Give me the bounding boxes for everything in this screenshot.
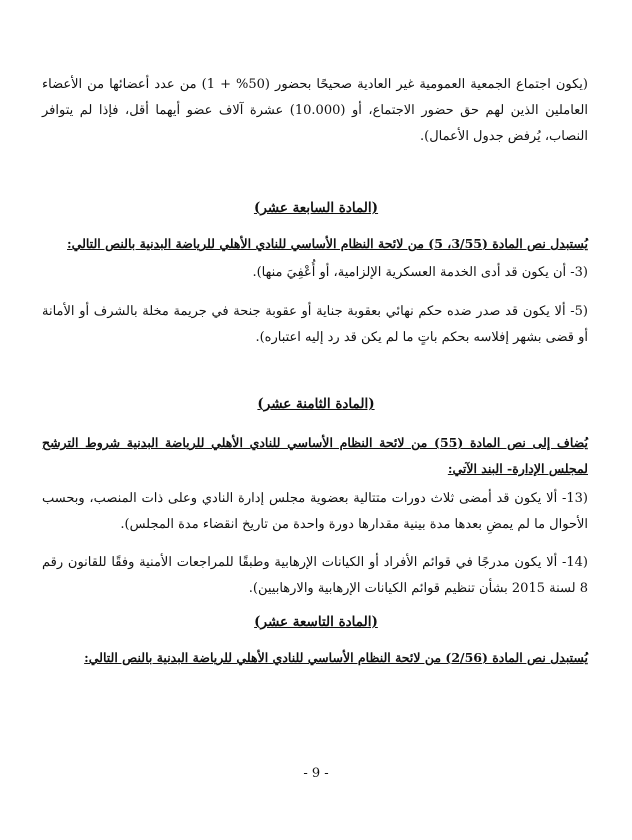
article-17-intro: يُستبدل نص المادة (3/55، 5) من لائحة النظام الأساسي للنادي الأهلي للرياضة البدنية بالنص التالي: xyxy=(67,236,588,251)
article-17-item-5: (5- ألا يكون قد صدر ضده حكم نهائي بعقوبة جناية أو عقوبة جنحة في جريمة مخلة بالشرف أو الأمانة أو قضى بشهر إفلاسه بحكم باتٍ ما لم يكن قد رد إليه اعتباره). xyxy=(42,304,588,345)
paragraph-quorum: (يكون اجتماع الجمعية العمومية غير العادية صحيحًا بحضور (50% + 1) من عدد أعضائها من الأعضاء العاملين الذين لهم حق حضور الاجتماع، أو (10.000) عشرة آلاف عضو أيهما أقل، فإذا لم يتوافر النصاب، يُرفض جدول الأعمال). xyxy=(42,77,589,144)
article-17-heading: (المادة السابعة عشر) xyxy=(253,200,379,216)
page-number: - 9 - xyxy=(303,766,329,781)
article-19-heading: (المادة التاسعة عشر) xyxy=(254,614,378,630)
article-17-item-3: (3- أن يكون قد أدى الخدمة العسكرية الإلزامية، أو أُعْفِيَ منها). xyxy=(252,265,588,280)
article-18-item-14: (14- ألا يكون مدرجًا في قوائم الأفراد أو الكيانات الإرهابية وطبقًا للمراجعات الأمنية وفقًا للقانون رقم 8 لسنة 2015 بشأن تنظيم قوائم الكيانات الإرهابية والارهابيين). xyxy=(42,555,588,596)
article-18-item-13: (13- ألا يكون قد أمضى ثلاث دورات متتالية بعضوية مجلس إدارة النادي وعلى ذات المنصب، وبحسب الأحوال ما لم يمضِ بعدها مدة بينية مقدارها دورة واحدة من تاريخ انقضاء مدة المجلس). xyxy=(42,491,588,532)
article-18-intro: يُضاف إلى نص المادة (55) من لائحة النظام الأساسي للنادي الأهلي للرياضة البدنية شروط الترشح لمجلس الإدارة- البند الآتي: xyxy=(42,435,588,476)
article-19-intro: يُستبدل نص المادة (2/56) من لائحة النظام الأساسي للنادي الأهلي للرياضة البدنية بالنص التالي: xyxy=(84,650,588,665)
article-18-heading: (المادة الثامنة عشر) xyxy=(257,396,375,412)
